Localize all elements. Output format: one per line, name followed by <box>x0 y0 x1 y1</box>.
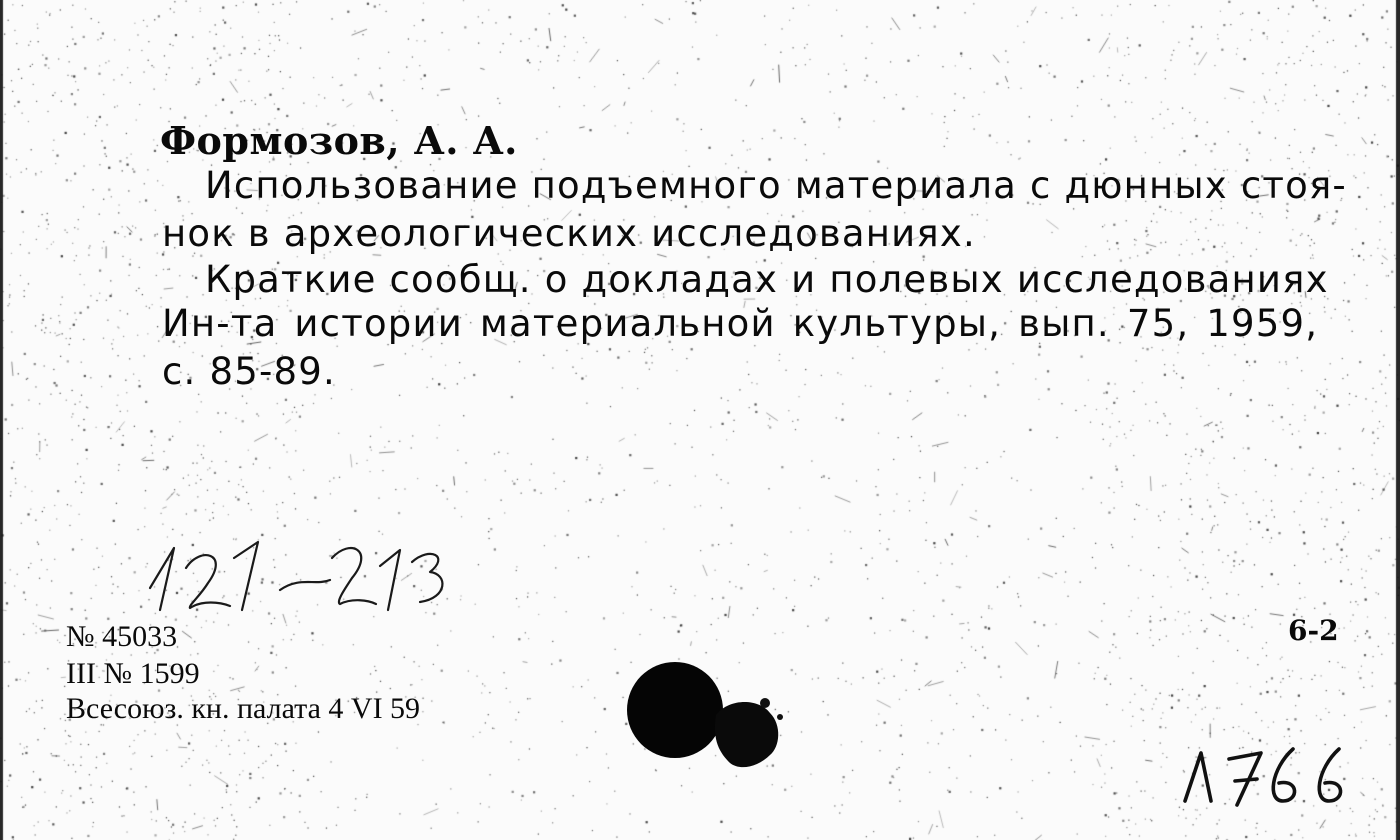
title-line-1: Использование подъемного материала с дюнных стоя- <box>205 164 1347 207</box>
handwritten-shelf-mark <box>130 528 460 618</box>
source-line-3: с. 85-89. <box>162 350 336 393</box>
record-number: № 45033 <box>66 620 178 653</box>
author-name: Формозов, А. А. <box>160 118 518 163</box>
source-line-2: Ин-та истории материальной культуры, вып. 75, 1959, <box>162 302 1319 345</box>
ink-blot <box>620 655 800 780</box>
registry-line: III № 1599 <box>66 657 200 690</box>
handwritten-number <box>1175 735 1365 815</box>
source-line-1: Краткие сообщ. о докладах и полевых исследованиях <box>205 258 1329 301</box>
title-line-2: нок в археологических исследованиях. <box>162 212 976 255</box>
publisher-line: Всесоюз. кн. палата 4 VI 59 <box>66 692 421 725</box>
classification-code: 6-2 <box>1288 614 1339 647</box>
